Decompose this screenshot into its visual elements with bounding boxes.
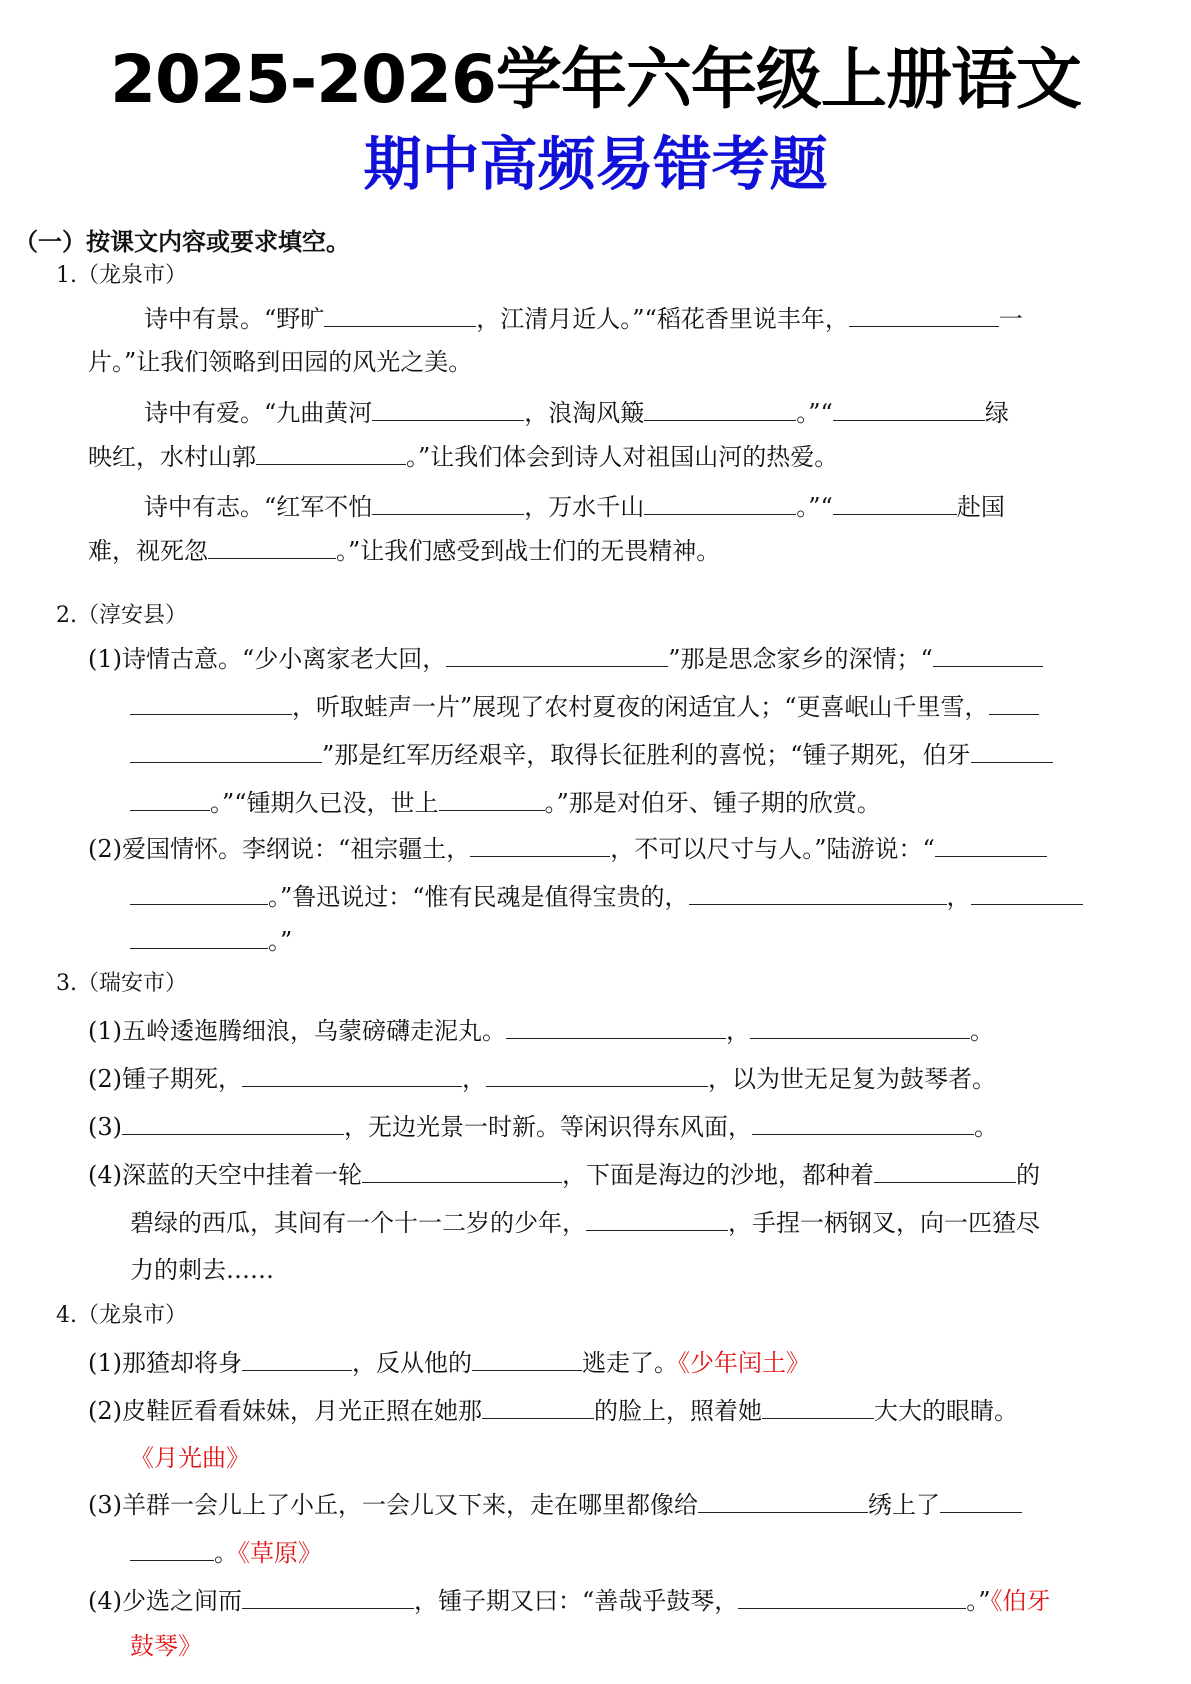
answer-blank[interactable] bbox=[940, 1488, 1022, 1513]
q2-line: (2)爱国情怀。李纲说：“祖宗疆土， ，不可以尺寸与人。”陆游说：“ bbox=[88, 832, 1047, 865]
answer-blank[interactable] bbox=[689, 880, 947, 905]
q1-line: 片。”让我们领略到田园的风光之美。 bbox=[88, 348, 473, 376]
q1-line: 映红，水村山郭 。”让我们体会到诗人对祖国山河的热爱。 bbox=[88, 440, 838, 473]
answer-blank[interactable] bbox=[242, 1584, 414, 1609]
answer-blank[interactable] bbox=[362, 1158, 562, 1183]
answer-blank[interactable] bbox=[482, 1394, 594, 1419]
answer-blank[interactable] bbox=[989, 690, 1039, 715]
source-label: 《草原》 bbox=[238, 1539, 322, 1567]
answer-blank[interactable] bbox=[762, 1394, 874, 1419]
source-label: 《伯牙 bbox=[990, 1587, 1051, 1615]
answer-blank[interactable] bbox=[971, 880, 1083, 905]
answer-blank[interactable] bbox=[750, 1014, 970, 1039]
q1-line: 难，视死忽 。”让我们感受到战士们的无畏精神。 bbox=[88, 534, 720, 567]
question-4-number: 4.（龙泉市） bbox=[56, 1303, 187, 1328]
q3-line: (1)五岭逶迤腾细浪，乌蒙磅礴走泥丸。 ， 。 bbox=[88, 1014, 994, 1047]
q1-line: 诗中有景。“野旷 ，江清月近人。”“稻花香里说丰年， 一 bbox=[144, 302, 1023, 335]
page-title: 2025-2026学年六年级上册语文 bbox=[110, 41, 1081, 118]
answer-blank[interactable] bbox=[874, 1158, 1016, 1183]
answer-blank[interactable] bbox=[130, 738, 322, 763]
answer-blank[interactable] bbox=[130, 786, 210, 811]
question-2-number: 2.（淳安县） bbox=[56, 603, 187, 628]
q4-line: 。《草原》 bbox=[130, 1536, 322, 1569]
q3-line: 力的刺去…… bbox=[130, 1256, 274, 1284]
q3-line: (4)深蓝的天空中挂着一轮 ，下面是海边的沙地，都种着 的 bbox=[88, 1158, 1040, 1191]
q4-line: (1)那猹却将身 ，反从他的 逃走了。《少年闰土》 bbox=[88, 1346, 810, 1379]
answer-blank[interactable] bbox=[933, 642, 1043, 667]
answer-blank[interactable] bbox=[849, 302, 999, 327]
q2-line: 。”“锺期久已没，世上 。”那是对伯牙、锺子期的欣赏。 bbox=[130, 786, 881, 819]
q4-line: (2)皮鞋匠看看妹妹，月光正照在她那 的脸上，照着她 大大的眼睛。 bbox=[88, 1394, 1018, 1427]
source-label: 鼓琴》 bbox=[130, 1632, 202, 1660]
q2-line: ”那是红军历经艰辛，取得长征胜利的喜悦；“锺子期死，伯牙 bbox=[130, 738, 1053, 771]
answer-blank[interactable] bbox=[242, 1346, 352, 1371]
answer-blank[interactable] bbox=[971, 738, 1053, 763]
answer-blank[interactable] bbox=[472, 1346, 582, 1371]
answer-blank[interactable] bbox=[242, 1062, 462, 1087]
answer-blank[interactable] bbox=[324, 302, 476, 327]
answer-blank[interactable] bbox=[130, 690, 292, 715]
answer-blank[interactable] bbox=[738, 1584, 966, 1609]
answer-blank[interactable] bbox=[130, 880, 268, 905]
answer-blank[interactable] bbox=[644, 396, 796, 421]
q4-line: (4)少选之间而 ，锺子期又曰：“善哉乎鼓琴， 。”《伯牙 bbox=[88, 1584, 1051, 1617]
answer-blank[interactable] bbox=[372, 396, 524, 421]
answer-blank[interactable] bbox=[446, 642, 668, 667]
q3-line: (3) ，无边光景一时新。等闲识得东风面， 。 bbox=[88, 1110, 998, 1143]
answer-blank[interactable] bbox=[130, 924, 268, 949]
q1-line: 诗中有爱。“九曲黄河 ，浪淘风簸 。”“ 绿 bbox=[144, 396, 1009, 429]
answer-blank[interactable] bbox=[833, 490, 957, 515]
answer-blank[interactable] bbox=[833, 396, 985, 421]
source-label: 《月光曲》 bbox=[130, 1444, 250, 1472]
q1-line: 诗中有志。“红军不怕 ，万水千山 。”“ 赴国 bbox=[144, 490, 1005, 523]
answer-blank[interactable] bbox=[130, 1536, 214, 1561]
answer-blank[interactable] bbox=[439, 786, 545, 811]
question-1-number: 1.（龙泉市） bbox=[56, 263, 187, 288]
question-3-number: 3.（瑞安市） bbox=[56, 971, 187, 996]
answer-blank[interactable] bbox=[208, 534, 336, 559]
answer-blank[interactable] bbox=[470, 832, 610, 857]
answer-blank[interactable] bbox=[122, 1110, 344, 1135]
q2-line: (1)诗情古意。“少小离家老大回， ”那是思念家乡的深情；“ bbox=[88, 642, 1043, 675]
answer-blank[interactable] bbox=[935, 832, 1047, 857]
answer-blank[interactable] bbox=[486, 1062, 708, 1087]
answer-blank[interactable] bbox=[644, 490, 796, 515]
page-subtitle: 期中高频易错考题 bbox=[363, 130, 828, 198]
q2-line: ，听取蛙声一片”展现了农村夏夜的闲适宜人；“更喜岷山千里雪， bbox=[130, 690, 1039, 723]
q4-line: (3)羊群一会儿上了小丘，一会儿又下来，走在哪里都像给 绣上了 bbox=[88, 1488, 1022, 1521]
q2-line: 。”鲁迅说过：“惟有民魂是值得宝贵的， ， bbox=[130, 880, 1083, 913]
q3-line: 碧绿的西瓜，其间有一个十一二岁的少年， ，手捏一柄钢叉，向一匹猹尽 bbox=[130, 1206, 1040, 1239]
answer-blank[interactable] bbox=[506, 1014, 726, 1039]
answer-blank[interactable] bbox=[372, 490, 524, 515]
section-heading: （一）按课文内容或要求填空。 bbox=[14, 228, 350, 256]
q2-line: 。” bbox=[130, 924, 292, 957]
answer-blank[interactable] bbox=[698, 1488, 868, 1513]
answer-blank[interactable] bbox=[752, 1110, 974, 1135]
answer-blank[interactable] bbox=[586, 1206, 728, 1231]
q3-line: (2)锺子期死， ， ，以为世无足复为鼓琴者。 bbox=[88, 1062, 996, 1095]
source-label: 《少年闰土》 bbox=[678, 1349, 810, 1377]
answer-blank[interactable] bbox=[256, 440, 406, 465]
